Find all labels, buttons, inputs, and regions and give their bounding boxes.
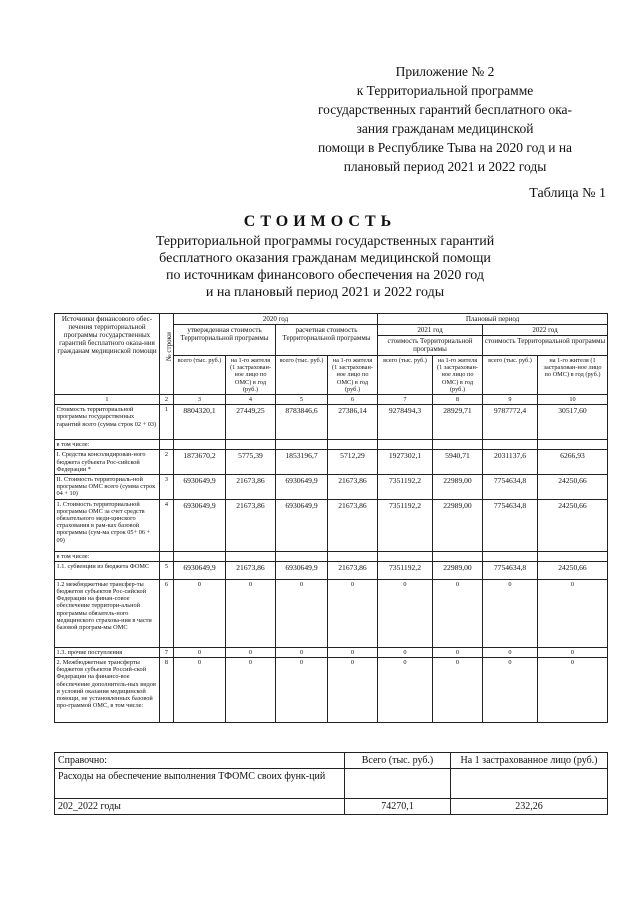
cell-value: 7754634,8 bbox=[483, 561, 538, 579]
row-number: 2 bbox=[160, 450, 174, 475]
appendix-block bbox=[300, 62, 590, 176]
cell-value: 5775,39 bbox=[226, 450, 276, 475]
cell-value: 6930649,9 bbox=[174, 475, 226, 500]
column-number: 2 bbox=[160, 395, 174, 405]
cell-value: 9278494,3 bbox=[378, 405, 433, 440]
appendix-line: государственных гарантий бесплатного ока- bbox=[317, 102, 573, 117]
cell-value: 1853196,7 bbox=[276, 450, 328, 475]
cell-value: 7351192,2 bbox=[378, 475, 433, 500]
document-title: СТОИМОСТЬ bbox=[243, 213, 397, 230]
header-total: всего (тыс. руб.) bbox=[174, 356, 226, 395]
reference-row bbox=[55, 769, 608, 799]
cell-value: 22989,00 bbox=[433, 561, 483, 579]
subtitle-line: Территориальной программы государственных гарантий bbox=[155, 234, 495, 249]
header-source: Источники финансового обес-печения территориальной программы государственных гарантий бесплатного оказа-ния гражданам медицинской помощи bbox=[55, 314, 160, 395]
table-number: Таблица № 1 bbox=[529, 186, 606, 201]
column-number: 7 bbox=[378, 395, 433, 405]
reference-table bbox=[54, 752, 608, 815]
header-per-person: на 1-го жителя (1 застрахован-ное лицо по ОМС) в год (руб.) bbox=[433, 356, 483, 395]
column-number: 1 bbox=[55, 395, 160, 405]
table-row bbox=[55, 450, 608, 475]
reference-header-row bbox=[55, 753, 608, 769]
cell-value: 6930649,9 bbox=[276, 499, 328, 551]
cell-value: 24250,66 bbox=[538, 499, 608, 551]
header-per-person: на 1-го жителя (1 застрахован-ное лицо по ОМС) в год (руб.) bbox=[328, 356, 378, 395]
cell-value: 21673,86 bbox=[226, 499, 276, 551]
cell-value: 22989,00 bbox=[433, 475, 483, 500]
subtitle-line: бесплатного оказания гражданам медицинской помощи bbox=[159, 251, 491, 266]
cell-value: 21673,86 bbox=[226, 561, 276, 579]
row-number: 5 bbox=[160, 561, 174, 579]
row-label: I. Средства консолидирован-ного бюджета субъекта Рос-сийской Федерации * bbox=[55, 450, 160, 475]
cell-value: 21673,86 bbox=[328, 561, 378, 579]
cell-value: 0 bbox=[226, 658, 276, 723]
header-planned-period: Плановый период bbox=[378, 314, 608, 325]
header-year-2022: 2022 год bbox=[483, 325, 608, 336]
cell-value: 27386,14 bbox=[328, 405, 378, 440]
appendix-line: к Территориальной программе bbox=[356, 83, 534, 98]
row-label: в том числе: bbox=[55, 440, 160, 450]
cell-value: 2031137,6 bbox=[483, 450, 538, 475]
cell-value: 8804320,1 bbox=[174, 405, 226, 440]
header-row-number: № строки bbox=[160, 314, 174, 395]
table-row bbox=[55, 499, 608, 551]
cell-value: 0 bbox=[276, 647, 328, 657]
column-number: 8 bbox=[433, 395, 483, 405]
cell-value: 0 bbox=[433, 647, 483, 657]
row-number: 4 bbox=[160, 499, 174, 551]
cell-value: 21673,86 bbox=[328, 475, 378, 500]
row-number: 6 bbox=[160, 579, 174, 647]
column-number: 5 bbox=[276, 395, 328, 405]
table-row bbox=[55, 561, 608, 579]
cell-value: 0 bbox=[174, 658, 226, 723]
row-number: 3 bbox=[160, 475, 174, 500]
reference-value: 232,26 bbox=[451, 799, 608, 815]
cell-value: 0 bbox=[483, 579, 538, 647]
cell-value: 28929,71 bbox=[433, 405, 483, 440]
table-row bbox=[55, 579, 608, 647]
cell-value: 7754634,8 bbox=[483, 499, 538, 551]
table-row bbox=[55, 551, 608, 561]
reference-header: Всего (тыс. руб.) bbox=[345, 753, 451, 769]
row-label: 1.1. субвенции из бюджета ФОМС bbox=[55, 561, 160, 579]
header-per-person: на 1-го жителя (1 застрахован-ное лицо по ОМС) в год (руб.) bbox=[226, 356, 276, 395]
column-number: 4 bbox=[226, 395, 276, 405]
cell-value: 5940,71 bbox=[433, 450, 483, 475]
reference-header: На 1 застрахованное лицо (руб.) bbox=[451, 753, 608, 769]
reference-label: Расходы на обеспечение выполнения ТФОМС своих функ-ций bbox=[55, 769, 345, 799]
cell-value: 24250,66 bbox=[538, 561, 608, 579]
cell-value: 7754634,8 bbox=[483, 475, 538, 500]
header-total: всего (тыс. руб.) bbox=[483, 356, 538, 395]
cell-value: 0 bbox=[378, 658, 433, 723]
reference-value: 74270,1 bbox=[345, 799, 451, 815]
cell-value: 1873670,2 bbox=[174, 450, 226, 475]
header-cost-2021: стоимость Территориальной программы bbox=[378, 336, 483, 356]
cell-value: 0 bbox=[433, 579, 483, 647]
cell-value: 6930649,9 bbox=[276, 475, 328, 500]
cell-value: 0 bbox=[328, 579, 378, 647]
header-total: всего (тыс. руб.) bbox=[276, 356, 328, 395]
row-label: 2. Межбюджетные трансферты бюджетов субъектов Россий-ской Федерации на финансо-вое обеспечение дополнитель-ных видов и условий оказания медицинской помощи, не установленных базовой про-граммой ОМС, в том числе: bbox=[55, 658, 160, 723]
cell-value: 21673,86 bbox=[328, 499, 378, 551]
row-label: 1. Стоимость территориальной программы ОМС за счет средств обязательного меди-цинского страхования в рам-ках базовой программы (сум-ма строк 05+ 06 + 09) bbox=[55, 499, 160, 551]
appendix-line: плановый период 2021 и 2022 годы bbox=[343, 159, 547, 174]
cell-value: 0 bbox=[174, 579, 226, 647]
cell-value: 0 bbox=[174, 647, 226, 657]
cell-value: 0 bbox=[226, 647, 276, 657]
cell-value: 0 bbox=[378, 579, 433, 647]
column-number: 9 bbox=[483, 395, 538, 405]
table-row bbox=[55, 475, 608, 500]
column-number: 3 bbox=[174, 395, 226, 405]
subtitle-line: по источникам финансового обеспечения на 2020 год bbox=[166, 268, 484, 283]
document-subtitle bbox=[90, 233, 560, 301]
row-label: 1.2 межбюджетные трансфер-ты бюджетов субъектов Рос-сийской Федерации на финан-совое обеспечение территори-альной программы обязатель-ного медицинского страхова-ния в части базовой програм-мы ОМС bbox=[55, 579, 160, 647]
table-row bbox=[55, 405, 608, 440]
header-calculated-cost: расчетная стоимость Территориальной программы bbox=[276, 325, 378, 356]
cell-value: 5712,29 bbox=[328, 450, 378, 475]
cell-value: 27449,25 bbox=[226, 405, 276, 440]
cell-value: 30517,60 bbox=[538, 405, 608, 440]
header-per-person: на 1-го жителя (1 застрахован-ное лицо по ОМС) в год (руб.) bbox=[538, 356, 608, 395]
cell-value: 8783846,6 bbox=[276, 405, 328, 440]
cell-value: 21673,86 bbox=[226, 475, 276, 500]
cell-value: 6930649,9 bbox=[174, 499, 226, 551]
reference-value bbox=[345, 769, 451, 799]
header-approved-cost: утвержденная стоимость Территориальной программы bbox=[174, 325, 276, 356]
row-label: Стоимость территориальной программы государственных гарантий всего (сумма строк 02 + 03) bbox=[55, 405, 160, 440]
subtitle-line: и на плановый период 2021 и 2022 годы bbox=[205, 285, 445, 300]
cell-value: 0 bbox=[328, 658, 378, 723]
row-number: 8 bbox=[160, 658, 174, 723]
cell-value: 0 bbox=[276, 658, 328, 723]
cell-value: 9787772,4 bbox=[483, 405, 538, 440]
table-row bbox=[55, 440, 608, 450]
row-label: 1.3. прочие поступления bbox=[55, 647, 160, 657]
cell-value: 0 bbox=[226, 579, 276, 647]
cell-value: 0 bbox=[276, 579, 328, 647]
header-year-2020: 2020 год bbox=[174, 314, 378, 325]
reference-label: 202_2022 годы bbox=[55, 799, 345, 815]
row-label: в том числе: bbox=[55, 551, 160, 561]
row-label: II. Стоимость территориаль-ной программы ОМС всего (сумма строк 04 + 10) bbox=[55, 475, 160, 500]
reference-value bbox=[451, 769, 608, 799]
table-row bbox=[55, 658, 608, 723]
cell-value: 6930649,9 bbox=[276, 561, 328, 579]
cell-value: 7351192,2 bbox=[378, 561, 433, 579]
cell-value: 0 bbox=[538, 579, 608, 647]
row-number: 7 bbox=[160, 647, 174, 657]
cell-value: 0 bbox=[483, 658, 538, 723]
cell-value: 7351192,2 bbox=[378, 499, 433, 551]
column-number: 10 bbox=[538, 395, 608, 405]
cell-value: 0 bbox=[483, 647, 538, 657]
appendix-line: помощи в Республике Тыва на 2020 год и на bbox=[317, 140, 573, 155]
appendix-line: Приложение № 2 bbox=[395, 64, 495, 79]
row-number: 1 bbox=[160, 405, 174, 440]
cell-value: 0 bbox=[433, 658, 483, 723]
cell-value: 0 bbox=[538, 658, 608, 723]
cell-value: 6266,93 bbox=[538, 450, 608, 475]
cell-value: 0 bbox=[328, 647, 378, 657]
reference-header: Справочно: bbox=[55, 753, 345, 769]
header-year-2021: 2021 год bbox=[378, 325, 483, 336]
appendix-line: зания гражданам медицинской bbox=[356, 121, 534, 136]
cost-table bbox=[54, 313, 608, 723]
cell-value: 0 bbox=[378, 647, 433, 657]
cell-value: 22989,00 bbox=[433, 499, 483, 551]
cell-value: 0 bbox=[538, 647, 608, 657]
reference-row bbox=[55, 799, 608, 815]
header-total: всего (тыс. руб.) bbox=[378, 356, 433, 395]
column-numbers-row bbox=[55, 395, 608, 405]
column-number: 6 bbox=[328, 395, 378, 405]
header-cost-2022: стоимость Территориальной программы bbox=[483, 336, 608, 356]
cell-value: 1927302,1 bbox=[378, 450, 433, 475]
cell-value: 24250,66 bbox=[538, 475, 608, 500]
table-row bbox=[55, 647, 608, 657]
cell-value: 6930649,9 bbox=[174, 561, 226, 579]
